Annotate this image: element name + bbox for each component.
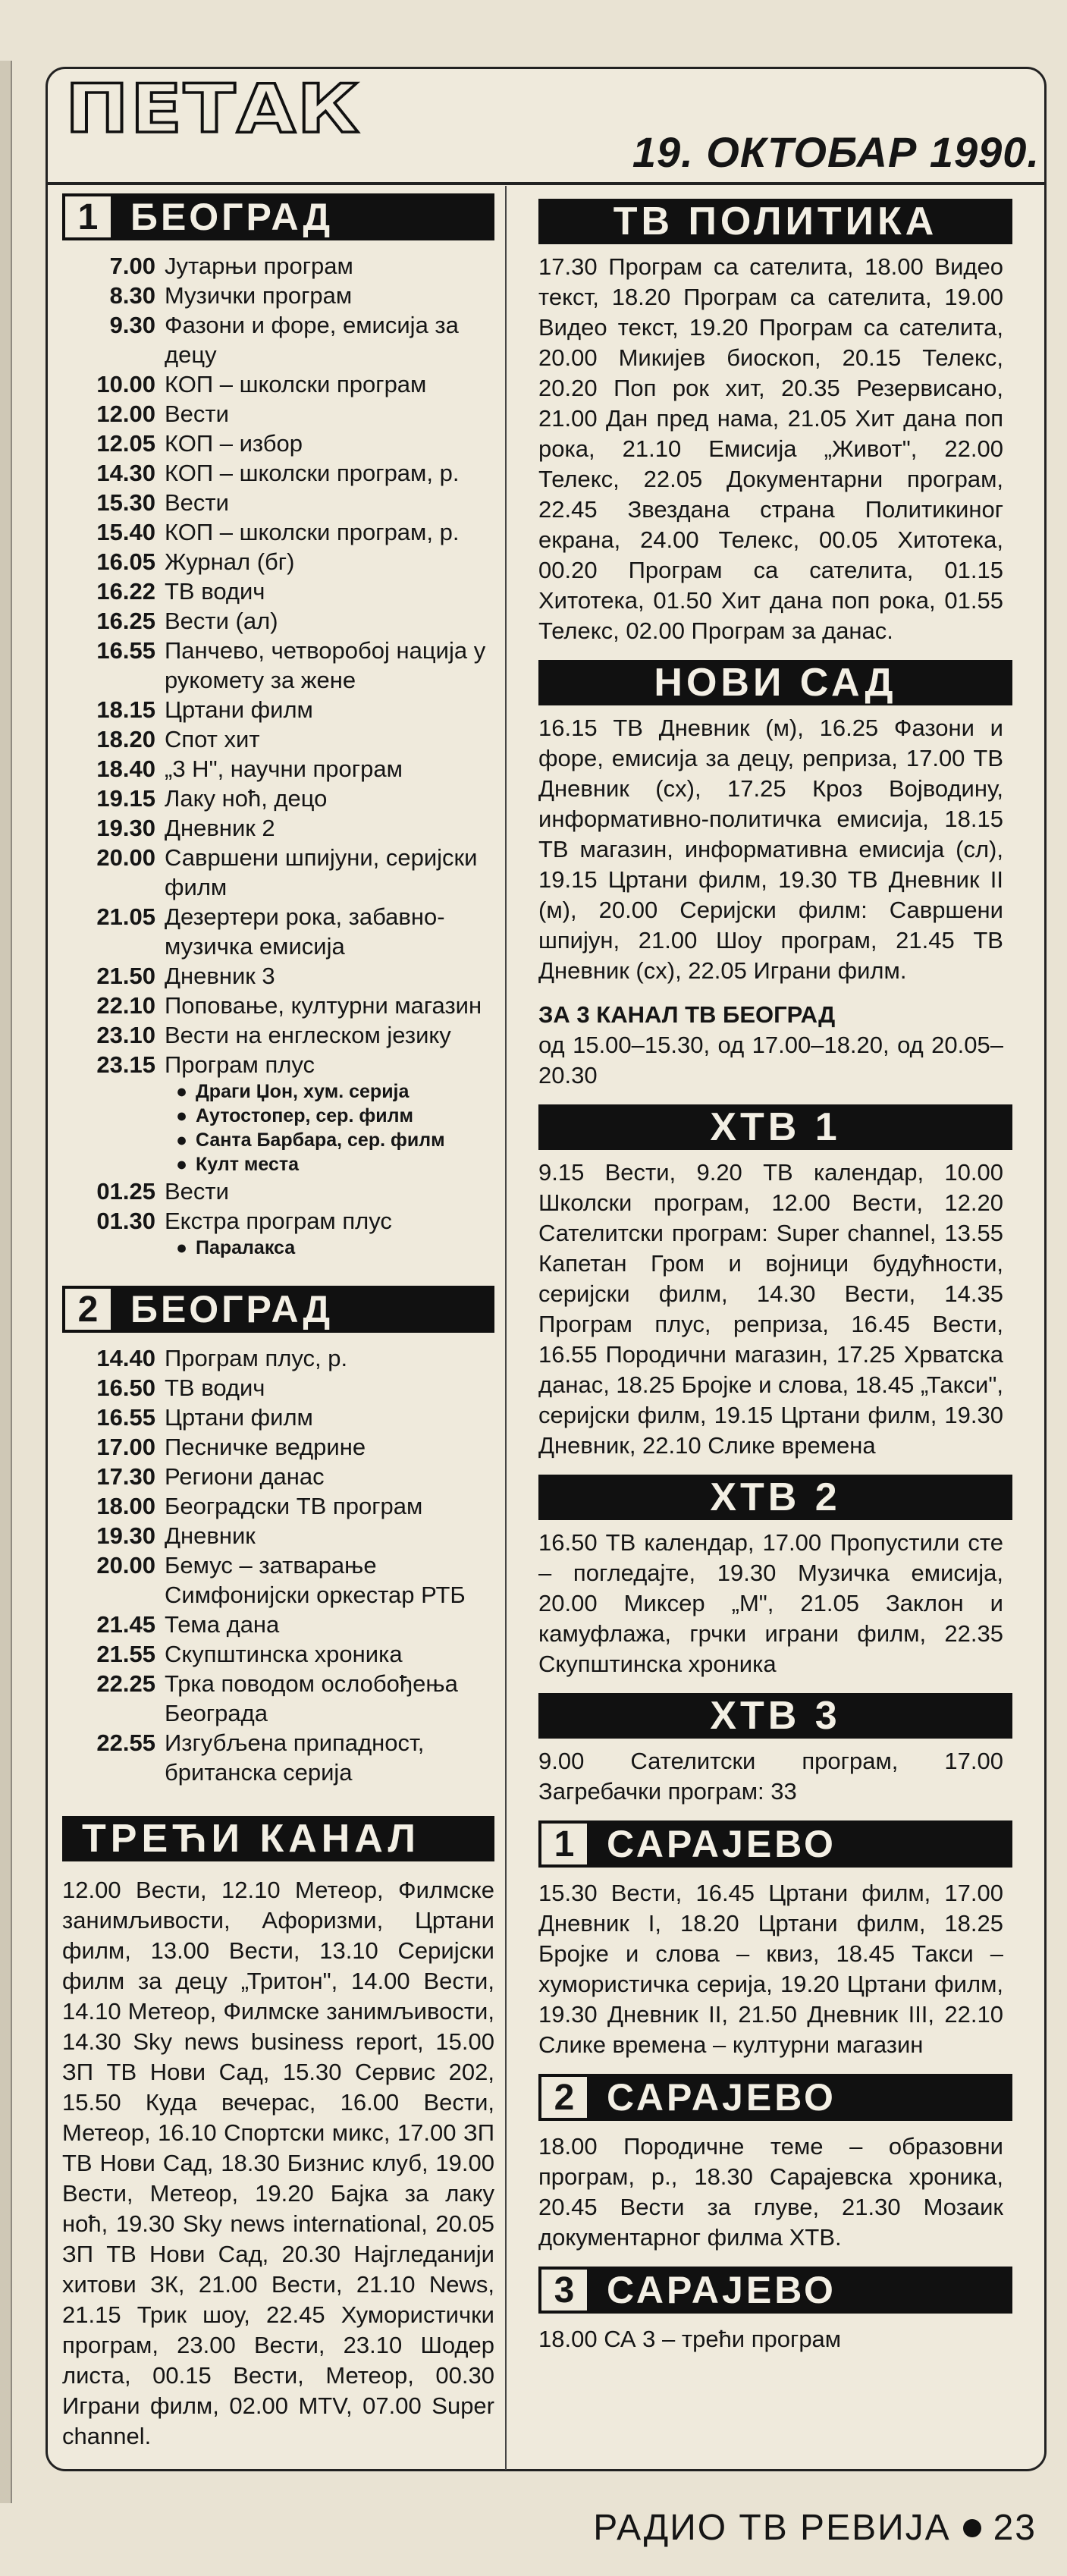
schedule-time: 17.00	[96, 1434, 155, 1460]
program-plus-title: Аутостопер, сер. филм	[196, 1105, 413, 1126]
page-number: 23	[993, 2508, 1037, 2548]
schedule-time: 16.50	[96, 1374, 155, 1401]
schedule-row	[47, 1462, 494, 1491]
program-plus-title: Култ места	[196, 1154, 300, 1175]
kanal-3-title: ЗА 3 КАНАЛ ТВ БЕОГРАД	[538, 1001, 836, 1028]
right-column	[538, 199, 1012, 2368]
schedule-title: Бемус – затварање Симфонијски оркестар РТБ	[165, 1552, 466, 1608]
schedule-time: 23.15	[96, 1051, 155, 1078]
bullet-icon: ●	[176, 1154, 188, 1175]
schedule-time: 18.40	[96, 756, 155, 782]
schedule-row	[47, 251, 494, 281]
channel-name: САРАЈЕВО	[590, 2267, 1012, 2314]
schedule-time: 22.55	[96, 1729, 155, 1756]
schedule-text: 9.00 Сателитски програм, 17.00 Загребачки програм: 33	[538, 1748, 1003, 1805]
schedule-row	[47, 1403, 494, 1432]
channel-number: 1	[538, 1820, 590, 1868]
schedule-title: Екстра програм плус	[165, 1208, 392, 1234]
schedule-list	[47, 251, 494, 1079]
channel-header-sarajevo-3	[538, 2267, 1012, 2314]
channel-name: САРАЈЕВО	[590, 1820, 1012, 1868]
schedule-title: Журнал (бг)	[165, 548, 295, 575]
bullet-icon: ●	[176, 1105, 188, 1126]
schedule-title: Скупштинска хроника	[165, 1641, 403, 1667]
schedule-title: Савршени шпијуни, серијски филм	[165, 844, 478, 900]
section-sarajevo-1	[538, 1820, 1012, 2060]
channel-header-novi-sad: НОВИ САД	[538, 660, 1012, 705]
schedule-title: Програм плус	[165, 1051, 315, 1078]
channel-header-beograd-2	[62, 1286, 494, 1333]
schedule-title: ТВ водич	[165, 1374, 265, 1401]
schedule-time: 14.40	[96, 1345, 155, 1371]
schedule-title: Дезертери рока, забавно-музичка емисија	[165, 903, 445, 960]
program-plus-title: Санта Барбара, сер. филм	[196, 1129, 445, 1151]
program-plus-item	[47, 1079, 494, 1104]
schedule-row	[47, 902, 494, 961]
schedule-time: 19.30	[96, 1522, 155, 1549]
schedule-title: „3 Н", научни програм	[165, 756, 403, 782]
schedule-time: 23.10	[96, 1022, 155, 1048]
schedule-row	[47, 517, 494, 547]
schedule-text: 16.15 ТВ Дневник (м), 16.25 Фазони и форе, емисија за децу, репризa, 17.00 ТВ Дневник (сх), 17.25 Кроз Војводину, информативно-политичка емисија, 18.15 ТВ магазин, информативна емисија (сл), 19.15 Цртани филм, 19.30 ТВ Дневник II (м), 20.00 Серијски филм: Савршени шпијун, 21.00 Шоу програм, 21.45 ТВ Дневник (сх), 22.05 Играни филм.	[538, 715, 1003, 984]
program-plus-title: Драги Џон, хум. серија	[196, 1081, 410, 1102]
channel-number: 3	[538, 2267, 590, 2314]
channel-header-htv-2: ХТВ 2	[538, 1475, 1012, 1520]
schedule-title: Дневник 3	[165, 963, 275, 989]
section-beograd-2	[47, 1286, 494, 1787]
schedule-time: 22.10	[96, 992, 155, 1019]
schedule-title: КОП – школски програм, р.	[165, 460, 460, 486]
schedule-row	[47, 754, 494, 784]
schedule-time: 21.45	[96, 1611, 155, 1638]
schedule-time: 01.30	[96, 1208, 155, 1234]
schedule-time: 18.15	[96, 696, 155, 723]
schedule-row	[47, 1176, 494, 1206]
schedule-time: 19.15	[96, 785, 155, 812]
schedule-time: 21.05	[96, 903, 155, 930]
schedule-row	[47, 576, 494, 606]
schedule-time: 7.00	[109, 253, 155, 279]
schedule-row	[47, 1343, 494, 1373]
section-treci-kanal	[62, 1816, 494, 2452]
channel-header-treci-kanal: ТРЕЋИ КАНАЛ	[62, 1816, 494, 1861]
schedule-title: ТВ водич	[165, 578, 265, 605]
schedule-row	[47, 399, 494, 429]
section-htv-2	[538, 1475, 1012, 1679]
schedule-time: 16.22	[96, 578, 155, 605]
kanal-3-hours: од 15.00–15.30, од 17.00–18.20, од 20.05–20.30	[538, 1032, 1003, 1089]
section-beograd-1	[47, 193, 494, 1260]
schedule-time: 01.25	[96, 1178, 155, 1205]
schedule-text: 18.00 Породичне теме – образовни програм, р., 18.30 Сарајевска хроника, 20.45 Вести за глуве, 21.30 Мозаик документарног филма ХТВ.	[538, 2133, 1003, 2251]
schedule-title: Песничке ведрине	[165, 1434, 366, 1460]
schedule-text: 18.00 СА 3 – трећи програм	[538, 2326, 842, 2352]
schedule-time: 18.00	[96, 1493, 155, 1519]
bullet-icon: ●	[176, 1081, 188, 1102]
schedule-title: Дневник 2	[165, 815, 275, 841]
bullet-icon: ●	[176, 1237, 188, 1258]
schedule-title: КОП – школски програм, р.	[165, 519, 460, 545]
schedule-time: 10.00	[96, 371, 155, 397]
schedule-row	[47, 813, 494, 843]
schedule-row	[47, 695, 494, 724]
schedule-time: 19.30	[96, 815, 155, 841]
program-plus-list	[47, 1079, 494, 1176]
schedule-time: 18.20	[96, 726, 155, 752]
schedule-title: КОП – избор	[165, 430, 303, 457]
schedule-row	[47, 991, 494, 1020]
schedule-text: 9.15 Вести, 9.20 ТВ календар, 10.00 Школски програм, 12.00 Вести, 12.20 Сателитски програм: Super channel, 13.55 Капетан Гром и војници будућности, серијски филм, 14.30 Вести, 14.35 Програм плус, репризa, 16.45 Вести, 16.55 Породични магазин, 17.25 Хрватска данас, 18.25 Бројке и слова, 18.45 „Такси", серијски филм, 19.15 Цртани филм, 19.30 Дневник, 22.10 Слике времена	[538, 1159, 1003, 1459]
extra-plus-list	[47, 1236, 494, 1260]
schedule-time: 9.30	[109, 312, 155, 338]
schedule-row	[47, 369, 494, 399]
schedule-title: Фазони и форе, емисија за децу	[165, 312, 459, 368]
column-divider	[505, 186, 507, 2470]
section-kanal-3	[538, 1000, 1012, 1091]
schedule-row	[47, 1610, 494, 1639]
left-column	[47, 193, 494, 2465]
schedule-time: 12.00	[96, 401, 155, 427]
schedule-title: Поповање, културни магазин	[165, 992, 482, 1019]
bullet-icon	[963, 2519, 981, 2537]
adjacent-page-edge	[0, 61, 12, 2503]
section-sarajevo-3	[538, 2267, 1012, 2355]
schedule-time: 20.00	[96, 1552, 155, 1579]
schedule-row	[47, 1373, 494, 1403]
schedule-row	[47, 784, 494, 813]
schedule-title: Дневник	[165, 1522, 256, 1549]
schedule-time: 20.00	[96, 844, 155, 871]
schedule-title: Вести	[165, 401, 229, 427]
channel-number: 2	[62, 1286, 114, 1333]
schedule-title: Трка поводом ослобођења Београда	[165, 1670, 458, 1726]
schedule-text: 12.00 Вести, 12.10 Метеор, Филмске занимљивости, Афоризми, Цртани филм, 13.00 Вести, 13.10 Серијски филм за децу „Тритон", 14.00 Вести, 14.10 Метеор, Филмске занимљивости, 14.30 Sky news business report, 15.00 ЗП ТВ Нови Сад, 15.30 Сервис 202, 15.50 Куда вечерас, 16.00 Вести, Метеор, 16.10 Спортски микс, 17.00 ЗП ТВ Нови Сад, 18.30 Бизнис клуб, 19.00 Вести, Метеор, 19.20 Бајка за лаку ноћ, 19.30 Sky news international, 20.05 ЗП ТВ Нови Сад, 20.30 Најгледанији хитови ЗК, 21.00 Вести, 21.10 News, 21.15 Трик шоу, 22.45 Хумористички програм, 23.00 Вести, 23.10 Шодер листа, 00.15 Вести, Метеор, 00.30 Играни филм, 02.00 MTV, 07.00 Super channel.	[62, 1877, 494, 2449]
schedule-row	[47, 961, 494, 991]
schedule-row	[47, 547, 494, 576]
schedule-title: Вести на енглеском језику	[165, 1022, 451, 1048]
late-schedule-list	[47, 1176, 494, 1236]
magazine-name: РАДИО ТВ РЕВИЈА	[593, 2508, 951, 2548]
schedule-list	[47, 1343, 494, 1787]
channel-name: БЕОГРАД	[114, 193, 494, 240]
section-sarajevo-2	[538, 2074, 1012, 2253]
schedule-time: 17.30	[96, 1463, 155, 1490]
day-title: ПЕТАК	[65, 70, 361, 149]
schedule-title: КОП – школски програм	[165, 371, 427, 397]
schedule-row	[47, 1432, 494, 1462]
schedule-row	[47, 843, 494, 902]
schedule-row	[47, 1639, 494, 1669]
schedule-title: Цртани филм	[165, 696, 313, 723]
schedule-title: Цртани филм	[165, 1404, 313, 1431]
channel-header-tv-politika: ТВ ПОЛИТИКА	[538, 199, 1012, 244]
section-htv-3	[538, 1693, 1012, 1807]
schedule-time: 21.50	[96, 963, 155, 989]
schedule-text: 15.30 Вести, 16.45 Цртани филм, 17.00 Дневник I, 18.20 Цртани филм, 18.25 Бројке и слова – квиз, 18.45 Такси – хумористичка серија, 19.20 Цртани филм, 19.30 Дневник II, 21.50 Дневник III, 22.10 Слике времена – културни магазин	[538, 1880, 1003, 2058]
schedule-title: Изгубљена припадност, британска серија	[165, 1729, 425, 1786]
schedule-row	[47, 1206, 494, 1236]
channel-header-sarajevo-2	[538, 2074, 1012, 2121]
schedule-title: Јутарњи програм	[165, 253, 353, 279]
schedule-time: 16.05	[96, 548, 155, 575]
schedule-time: 8.30	[109, 282, 155, 309]
schedule-title: Тема дана	[165, 1611, 280, 1638]
channel-header-beograd-1	[62, 193, 494, 240]
schedule-row	[47, 1050, 494, 1079]
section-htv-1	[538, 1104, 1012, 1461]
schedule-title: Београдски ТВ програм	[165, 1493, 423, 1519]
schedule-title: Спот хит	[165, 726, 260, 752]
schedule-title: Лаку ноћ, децо	[165, 785, 328, 812]
schedule-time: 16.55	[96, 1404, 155, 1431]
schedule-row	[47, 488, 494, 517]
schedule-text: 16.50 ТВ календар, 17.00 Пропустили сте – погледајте, 19.30 Музичка емисија, 20.00 Миксер „М", 21.05 Заклон и камуфлажа, грчки играни филм, 22.35 Скупштинска хроника	[538, 1529, 1003, 1677]
schedule-row	[47, 458, 494, 488]
schedule-title: Музички програм	[165, 282, 353, 309]
schedule-row	[47, 1521, 494, 1550]
schedule-row	[47, 606, 494, 636]
channel-number: 1	[62, 193, 114, 240]
schedule-row	[47, 1669, 494, 1728]
channel-header-htv-1: ХТВ 1	[538, 1104, 1012, 1150]
schedule-time: 16.25	[96, 608, 155, 634]
schedule-row	[47, 281, 494, 310]
program-plus-item	[47, 1104, 494, 1128]
channel-number: 2	[538, 2074, 590, 2121]
schedule-row	[47, 1728, 494, 1787]
schedule-row	[47, 1020, 494, 1050]
channel-header-htv-3: ХТВ 3	[538, 1693, 1012, 1739]
date-label: 19. ОКТОБАР 1990.	[632, 128, 1040, 176]
schedule-time: 12.05	[96, 430, 155, 457]
channel-name: САРАЈЕВО	[590, 2074, 1012, 2121]
bullet-icon: ●	[176, 1129, 188, 1151]
header-rule	[47, 182, 1046, 185]
schedule-row	[47, 1550, 494, 1610]
schedule-title: Панчево, четворобој нација у рукомету за жене	[165, 637, 486, 693]
program-plus-item	[47, 1152, 494, 1176]
schedule-time: 16.55	[96, 637, 155, 664]
schedule-time: 14.30	[96, 460, 155, 486]
schedule-title: Вести (ал)	[165, 608, 278, 634]
section-tv-politika	[538, 199, 1012, 646]
schedule-time: 21.55	[96, 1641, 155, 1667]
schedule-row	[47, 310, 494, 369]
schedule-title: Вести	[165, 1178, 229, 1205]
schedule-title: Програм плус, р.	[165, 1345, 348, 1371]
schedule-time: 15.30	[96, 489, 155, 516]
schedule-time: 22.25	[96, 1670, 155, 1697]
page-footer	[593, 2507, 1037, 2549]
program-plus-item	[47, 1128, 494, 1152]
schedule-row	[47, 1491, 494, 1521]
channel-name: БЕОГРАД	[114, 1286, 494, 1333]
schedule-row	[47, 636, 494, 695]
section-novi-sad	[538, 660, 1012, 986]
program-plus-title: Паралакса	[196, 1237, 296, 1258]
schedule-text: 17.30 Програм са сателита, 18.00 Видео текст, 18.20 Програм са сателита, 19.00 Видео текст, 19.20 Програм са сателита, 20.00 Микијев биоскоп, 20.15 Телекс, 20.20 Поп рок хит, 20.35 Резервисано, 21.00 Дан пред нама, 21.05 Хит дана поп рока, 21.10 Емисија „Живот", 22.00 Телекс, 22.05 Документарни програм, 22.45 Звездана страна Политикиног екрана, 24.00 Телекс, 00.05 Хитотека, 00.20 Програм са сателита, 01.15 Хитотека, 01.50 Хит дана поп рока, 01.55 Телекс, 02.00 Програм за данас.	[538, 253, 1003, 644]
program-plus-item	[47, 1236, 494, 1260]
schedule-row	[47, 724, 494, 754]
schedule-title: Региони данас	[165, 1463, 325, 1490]
schedule-time: 15.40	[96, 519, 155, 545]
channel-header-sarajevo-1	[538, 1820, 1012, 1868]
schedule-title: Вести	[165, 489, 229, 516]
schedule-row	[47, 429, 494, 458]
